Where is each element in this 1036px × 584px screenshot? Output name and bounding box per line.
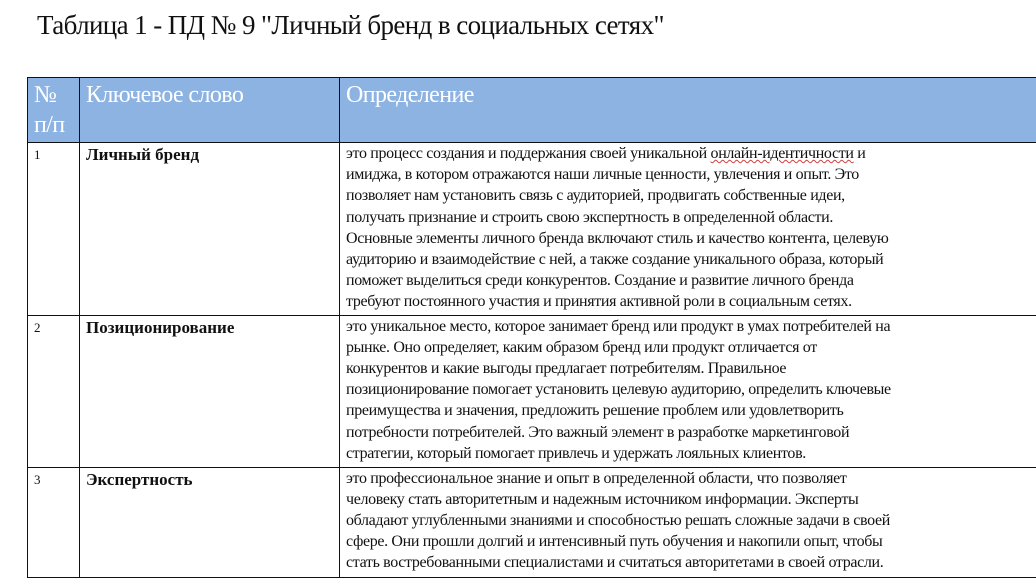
definition-line: это профессиональное знание и опыт в определенной области, что позволяет: [346, 469, 847, 487]
definition-line: обладают углубленными знаниями и способностью решать сложные задачи в своей: [346, 512, 890, 530]
definition-line: требуют постоянного участия и принятия активной роли в социальным сетях.: [346, 293, 852, 311]
definition-line: получать признание и строить свою экспертность в определенной области.: [346, 208, 834, 226]
table-title: Таблица 1 - ПД № 9 "Личный бренд в социальных сетях": [37, 10, 664, 40]
definition-line: аудиторию и взаимодействие с ней, а также создание уникального образа, который: [346, 251, 884, 269]
row-keyword: Позиционирование: [80, 315, 340, 467]
definition-line: это уникальное место, которое занимает бренд или продукт в умах потребителей на: [346, 317, 891, 335]
definition-line: имиджа, в котором отражаются наши личные ценности, увлечения и опыт. Это: [346, 166, 859, 184]
definition-line: стать востребованными специалистами и считаться авторитетами в своей отрасли.: [346, 554, 884, 572]
definition-line: человеку стать авторитетным и надежным источником информации. Эксперты: [346, 490, 859, 508]
row-definition: [340, 315, 1036, 467]
definition-line: поможет выделиться среди конкурентов. Создание и развитие личного бренда: [346, 272, 854, 290]
row-definition: [340, 467, 1036, 577]
definition-line: рынке. Оно определяет, каким образом бренд или продукт отличается от: [346, 338, 817, 356]
row-definition: [340, 143, 1036, 316]
table-header-row: [28, 78, 1036, 143]
row-keyword: Личный бренд: [80, 143, 340, 316]
table-row: [28, 315, 1036, 467]
table-row: [28, 467, 1036, 577]
terms-table: [27, 77, 1036, 578]
definition-line: позволяет нам установить связь с аудиторией, продвигать собственные идеи,: [346, 187, 845, 205]
spellcheck-underline: онлайн-идентичности: [710, 145, 854, 162]
definition-line: конкурентов и какие выгоды предлагает потребителям. Правильное: [346, 360, 787, 378]
definition-line: стратегии, который помогает привлечь и удержать лояльных клиентов.: [346, 444, 806, 462]
row-number: 2: [28, 315, 80, 467]
row-number: 1: [28, 143, 80, 316]
header-keyword: Ключевое слово: [80, 78, 340, 143]
definition-line: Основные элементы личного бренда включают стиль и качество контента, целевую: [346, 229, 889, 247]
row-keyword: Экспертность: [80, 467, 340, 577]
definition-line: это процесс создания и поддержания своей уникальной онлайн-идентичности и: [346, 145, 866, 162]
definition-line: потребности потребителей. Это важный элемент в разработке маркетинговой: [346, 423, 850, 441]
definition-line: сфере. Они прошли долгий и интенсивный путь обучения и накопили опыт, чтобы: [346, 533, 883, 551]
definition-line: преимущества и значения, предложить решение проблем или удовлетворить: [346, 402, 844, 420]
header-num: № п/п: [28, 78, 80, 143]
definition-line: позиционирование помогает установить целевую аудиторию, определить ключевые: [346, 381, 891, 399]
header-definition: Определение: [340, 78, 1036, 143]
table-row: [28, 143, 1036, 316]
row-number: 3: [28, 467, 80, 577]
